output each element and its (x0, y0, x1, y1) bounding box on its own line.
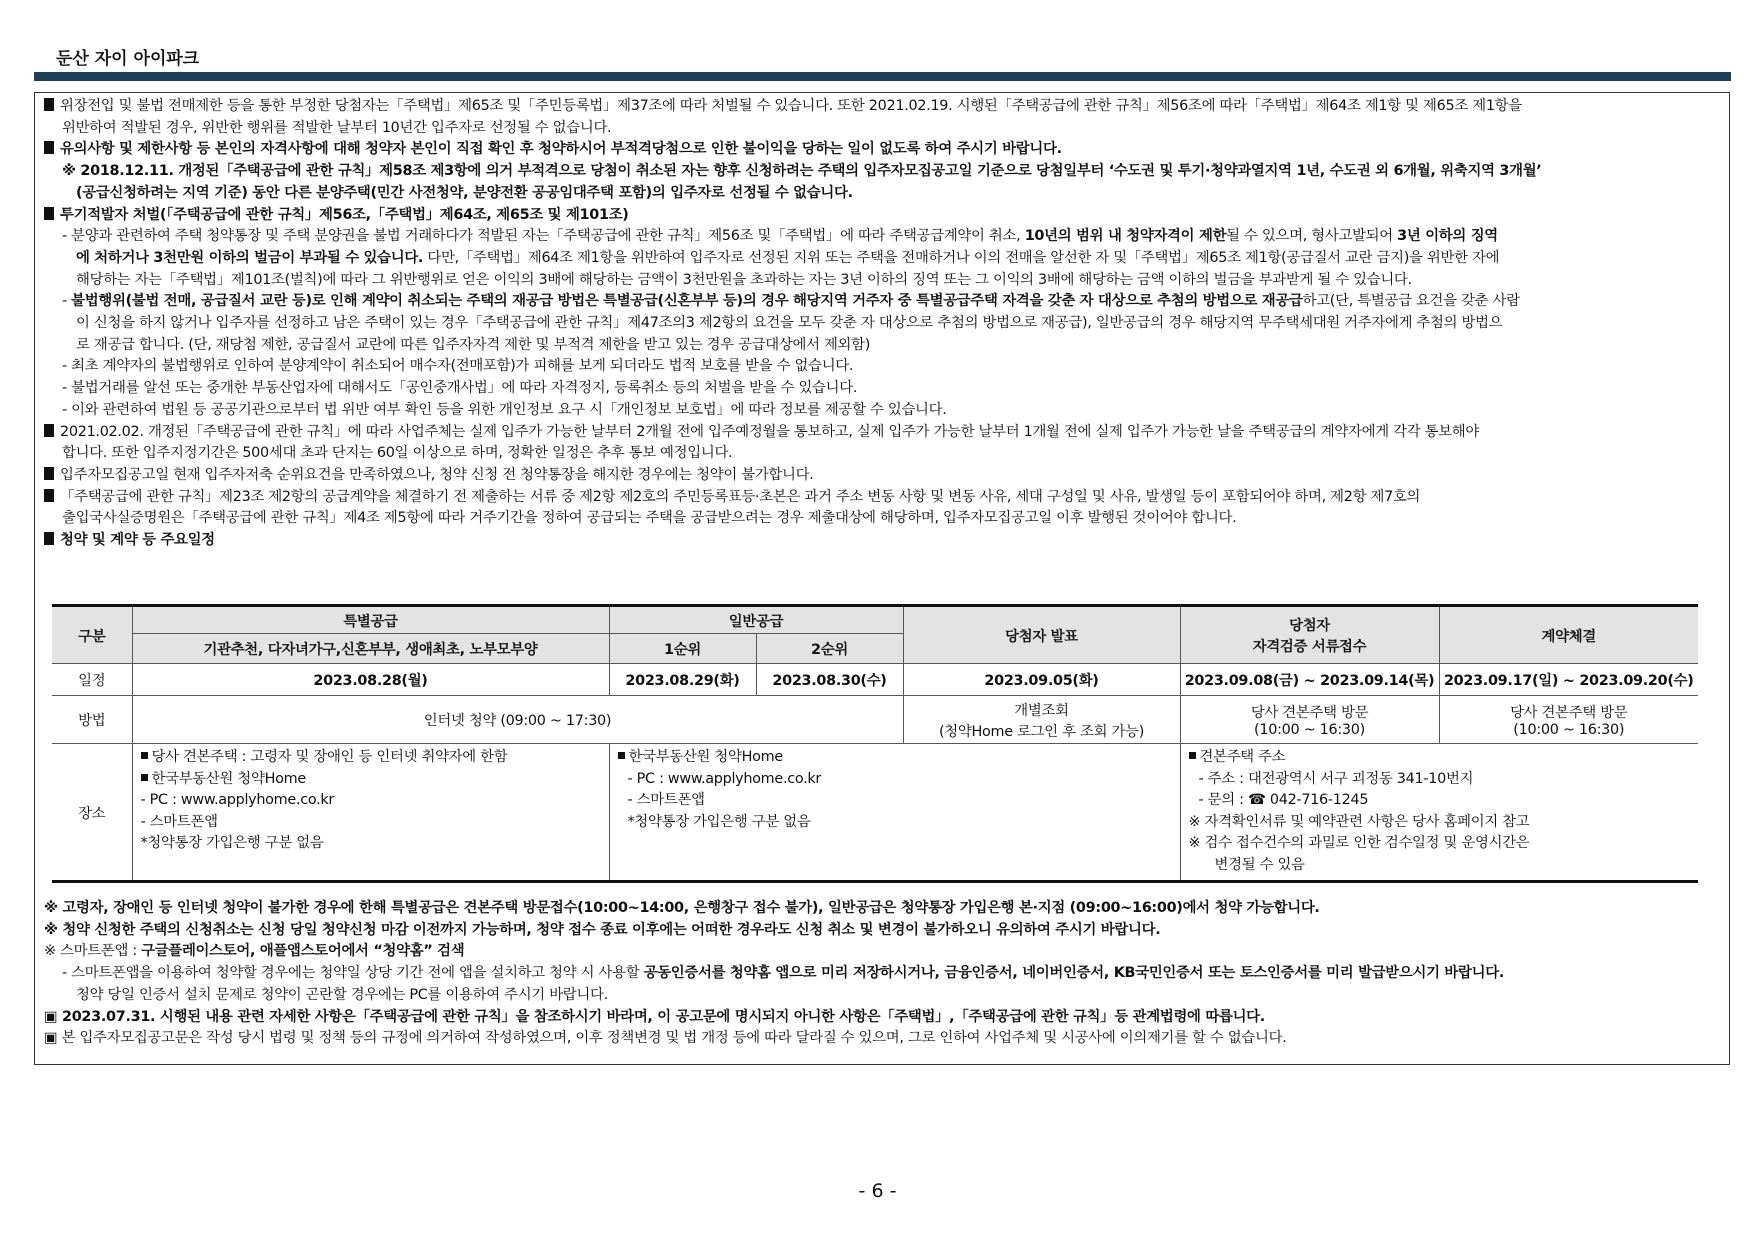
document-header-title: 둔산 자이 아이파크 (56, 49, 200, 69)
col-header-contract: 계약체결 (1439, 606, 1698, 664)
paragraph-illegal-trade-cont2: 해당하는 자는「주택법」제101조(벌칙)에 따라 그 위반행위로 얻은 이익의 3배에 해당하는 금액이 3천만원을 초과하는 자는 3년 이하의 징역 또는 그 이익의 3배에 해당하는 금액 이하의 벌금을 부과받게 될 수 있습니다. (76, 271, 1412, 288)
cell-announcement-date: 2023.09.05(화) (903, 664, 1180, 696)
cell-special-date: 2023.08.28(월) (132, 664, 609, 696)
cell-general-location: 한국부동산원 청약Home - PC : www.applyhome.co.kr - 스마트폰앱 *청약통장 가입은행 구분 없음 (609, 744, 1180, 882)
cell-model-house-location: 견본주택 주소 - 주소 : 대전광역시 서구 괴정동 341-10번지 - 문의 : ☎ 042-716-1245 ※ 자격확인서류 및 예약관련 사항은 당사 홈페이지 참고 ※ 검수 접수건수의 과밀로 인한 검수일정 및 운영시간은 변경될 수 있음 (1180, 744, 1698, 882)
cell-submission-method: 당사 견본주택 방문 (10:00 ~ 16:30) (1180, 696, 1439, 744)
row-label-method: 방법 (52, 696, 132, 744)
col-header-special-types: 기관추천, 다자녀가구,신혼부부, 생애최초, 노부모부양 (132, 634, 609, 664)
cell-rank2-date: 2023.08.30(수) (756, 664, 903, 696)
paragraph-resupply-cont2: 로 재공급 합니다. (단, 재당첨 제한, 공급질서 교란에 따른 입주자자격 제한 및 부적격 제한을 받고 있는 경우 공급대상에서 제외함) (76, 336, 871, 353)
square-bullet-icon (44, 467, 54, 480)
cell-contract-method: 당사 견본주택 방문 (10:00 ~ 16:30) (1439, 696, 1698, 744)
col-header-document-submission: 당첨자 자격검증 서류접수 (1180, 606, 1439, 664)
note-smartphone-app: ※ 스마트폰앱 : 구글플레이스토어, 애플앱스토어에서 “청약홈” 검색 (44, 943, 465, 960)
note-offline-application: ※ 고령자, 장애인 등 인터넷 청약이 불가한 경우에 한해 특별공급은 견본주택 방문접수(10:00~14:00, 은행창구 접수 불가), 일반공급은 청약통장 가입은행 본·지점 (09:00~16:00)에서 청약 가능합니다. (44, 900, 1320, 916)
square-bullet-icon (618, 752, 625, 759)
square-bullet-icon (44, 489, 54, 502)
table-row-schedule (52, 664, 1698, 696)
col-header-category: 구분 (52, 606, 132, 664)
row-label-schedule: 일정 (52, 664, 132, 696)
note-cancellation: ※ 청약 신청한 주택의 신청취소는 신청 당일 청약신청 마감 이전까지 가능하며, 청약 접수 종료 이후에는 어떠한 경우라도 신청 취소 및 변경이 불가하오니 유의하여 주시기 바랍니다. (44, 921, 1161, 938)
cell-announcement-method: 개별조회 (청약Home 로그인 후 조회 가능) (903, 696, 1180, 744)
table-row-method (52, 696, 1698, 744)
paragraph-fraud-penalty-cont: 위반하여 적발된 경우, 위반한 행위를 적발한 날부터 10년간 입주자로 선정될 수 없습니다. (62, 119, 612, 136)
cell-rank1-date: 2023.08.29(화) (609, 664, 756, 696)
cell-submission-date: 2023.09.08(금) ~ 2023.09.14(목) (1180, 664, 1439, 696)
paragraph-fraud-penalty: 위장전입 및 불법 전매제한 등을 통한 부정한 당첨자는「주택법」제65조 및「주민등록법」제37조에 따라 처벌될 수 있습니다. 또한 2021.02.19. 시행된「주택공급에 관한 규칙」제56조에 따라「주택법」제64조 제1항 및 제65조 제1항을 (44, 96, 1724, 118)
schedule-table (52, 604, 1698, 883)
heading-schedule: 청약 및 계약 등 주요일정 (44, 530, 1724, 552)
square-bullet-icon (141, 752, 148, 759)
col-header-rank-1: 1순위 (609, 634, 756, 664)
paragraph-ineligible-note: ※ 2018.12.11. 개정된「주택공급에 관한 규칙」제58조 제3항에 의거 부적격으로 당첨이 취소된 자는 향후 신청하려는 주택의 입주자모집공고일 기준으로 당첨일부터 ‘수도권 및 투기·청약과열지역 1년, 수도권 외 6개월, 위축지역 3개월’ (62, 163, 1542, 180)
square-bullet-icon (44, 424, 54, 437)
page-number: - 6 - (858, 1180, 897, 1202)
heading-speculation-penalty: 투기적발자 처벌(「주택공급에 관한 규칙」제56조,「주택법」제64조, 제65조 및 제101조) (44, 205, 1724, 227)
paragraph-eligibility-check: 유의사항 및 제한사항 등 본인의 자격사항에 대해 청약자 본인이 직접 확인 후 청약하시어 부적격당첨으로 인한 불이익을 당하는 일이 없도록 하여 주시기 바랍니다. (44, 139, 1724, 161)
table-row-location (52, 744, 1698, 882)
note-regulations: ▣ 2023.07.31. 시행된 내용 관련 자세한 사항은「주택공급에 관한 규칙」을 참조하시기 바라며, 이 공고문에 명시되지 아니한 사항은「주택법」,「주택공급에 관한 규칙」등 관계법령에 따릅니다. (44, 1008, 1265, 1025)
paragraph-move-in-notice: 2021.02.02. 개정된「주택공급에 관한 규칙」에 따라 사업주체는 실제 입주가 가능한 날부터 2개월 전에 입주예정월을 통보하고, 실제 입주가 가능한 날부터 1개월 전에 실제 입주가 가능한 날을 주택공급의 계약자에게 각각 통보해야 (44, 422, 1724, 444)
col-header-general-supply: 일반공급 (609, 606, 903, 634)
paragraph-documents-cont: 출입국사실증명원은「주택공급에 관한 규칙」제4조 제5항에 따라 거주기간을 정하여 공급되는 주택을 공급받으려는 경우 제출대상에 해당하며, 입주자모집공고일 이후 발행된 것이어야 합니다. (62, 510, 1237, 527)
paragraph-resupply-cont: 이 신청을 하지 않거나 입주자를 선정하고 남은 주택이 있는 경우「주택공급에 관한 규칙」제47조의3 제2항의 요건을 모두 갖춘 자 대상으로 추첨의 방법으로 재공급), 일반공급의 경우 해당지역 무주택세대원 거주자에게 추첨의 방법으 (76, 315, 1503, 332)
header-rule (34, 72, 1731, 81)
paragraph-buyer-protection: - 최초 계약자의 불법행위로 인하여 분양계약이 취소되어 매수자(전매포함)가 피해를 보게 되더라도 법적 보호를 받을 수 없습니다. (62, 358, 854, 375)
col-header-rank-2: 2순위 (756, 634, 903, 664)
paragraph-illegal-trade-cont: 에 처하거나 3천만원 이하의 벌금이 부과될 수 있습니다. 다만,「주택법」제64조 제1항을 위반하여 입주자로 선정된 지위 또는 주택을 전매하거나 이의 전매을 알선한 자 및「주택법」제65조 제1항(공급질서 교란 금지)을 위반한 자에 (76, 249, 1500, 266)
square-bullet-icon (44, 207, 54, 220)
square-bullet-icon (1189, 752, 1196, 759)
row-label-location: 장소 (52, 744, 132, 882)
col-header-special-supply: 특별공급 (132, 606, 609, 634)
notice-body (44, 96, 1724, 552)
paragraph-move-in-notice-cont: 합니다. 또한 입주지정기간은 500세대 초과 단지는 60일 이상으로 하며, 정확한 일정은 추후 통보 예정입니다. (62, 445, 733, 462)
paragraph-ineligible-note-cont: (공급신청하려는 지역 기준) 동안 다른 분양주택(민간 사전청약, 분양전환 공공임대주택 포함)의 입주자로 선정될 수 없습니다. (76, 184, 853, 201)
cell-contract-date: 2023.09.17(일) ~ 2023.09.20(수) (1439, 664, 1698, 696)
cell-special-location: 당사 견본주택 : 고령자 및 장애인 등 인터넷 취약자에 한함 한국부동산원 청약Home - PC : www.applyhome.co.kr - 스마트폰앱 *청약통장 가입은행 구분 없음 (132, 744, 609, 882)
square-bullet-icon (44, 141, 54, 154)
square-bullet-icon (44, 532, 54, 545)
paragraph-privacy: - 이와 관련하여 법원 등 공공기관으로부터 법 위반 여부 확인 등을 위한 개인정보 요구 시「개인정보 보호법」에 따라 정보를 제공할 수 있습니다. (62, 401, 947, 418)
paragraph-documents: 「주택공급에 관한 규칙」제23조 제2항의 공급계약을 체결하기 전 제출하는 서류 중 제2항 제2호의 주민등록표등·초본은 과거 주소 변동 사항 및 변동 사유, 세대 구성일 및 사유, 발생일 등이 포함되어야 하며, 제2항 제7호의 (44, 487, 1724, 509)
footnotes (44, 898, 1724, 1050)
paragraph-broker-penalty: - 불법거래를 알선 또는 중개한 부동산업자에 대해서도「공인중개사법」에 따라 자격정지, 등록취소 등의 처벌을 받을 수 있습니다. (62, 380, 858, 397)
square-bullet-icon (141, 774, 148, 781)
note-certificate: - 스마트폰앱을 이용하여 청약할 경우에는 청약일 상당 기간 전에 앱을 설치하고 청약 시 사용할 공동인증서를 청약홈 앱으로 미리 저장하시거나, 금융인증서, 네이버인증서, KB국민인증서 또는 토스인증서를 미리 발급받으시기 바랍니다. (62, 965, 1504, 982)
paragraph-illegal-trade: - 분양과 관련하여 주택 청약통장 및 주택 분양권을 불법 거래하다가 적발된 자는「주택공급에 관한 규칙」제56조 및「주택법」에 따라 주택공급계약이 취소, 10년의 범위 내 청약자격이 제한될 수 있으며, 형사고발되어 3년 이하의 징역 (62, 228, 1498, 245)
note-disclaimer: ▣ 본 입주자모집공고문은 작성 당시 법령 및 정책 등의 규정에 의거하여 작성하였으며, 이후 정책변경 및 법 개정 등에 따라 달라질 수 있으며, 그로 인하여 사업주체 및 시공사에 이의제기를 할 수 없습니다. (44, 1030, 1287, 1047)
square-bullet-icon (44, 98, 54, 111)
col-header-winner-announcement: 당첨자 발표 (903, 606, 1180, 664)
paragraph-resupply: - 불법행위(불법 전매, 공급질서 교란 등)로 인해 계약이 취소되는 주택의 재공급 방법은 특별공급(신혼부부 등)의 경우 해당지역 거주자 중 특별공급주택 자격을 갖춘 자 대상으로 추첨의 방법으로 재공급하고(단, 특별공급 요건을 갖춘 사람 (62, 293, 1520, 310)
cell-internet-application: 인터넷 청약 (09:00 ~ 17:30) (132, 696, 903, 744)
paragraph-savings-requirement: 입주자모집공고일 현재 입주자저축 순위요건을 만족하였으나, 청약 신청 전 청약통장을 해지한 경우에는 청약이 불가합니다. (44, 465, 1724, 487)
note-certificate-cont: 청약 당일 인증서 설치 문제로 청약이 곤란할 경우에는 PC를 이용하여 주시기 바랍니다. (76, 986, 608, 1003)
